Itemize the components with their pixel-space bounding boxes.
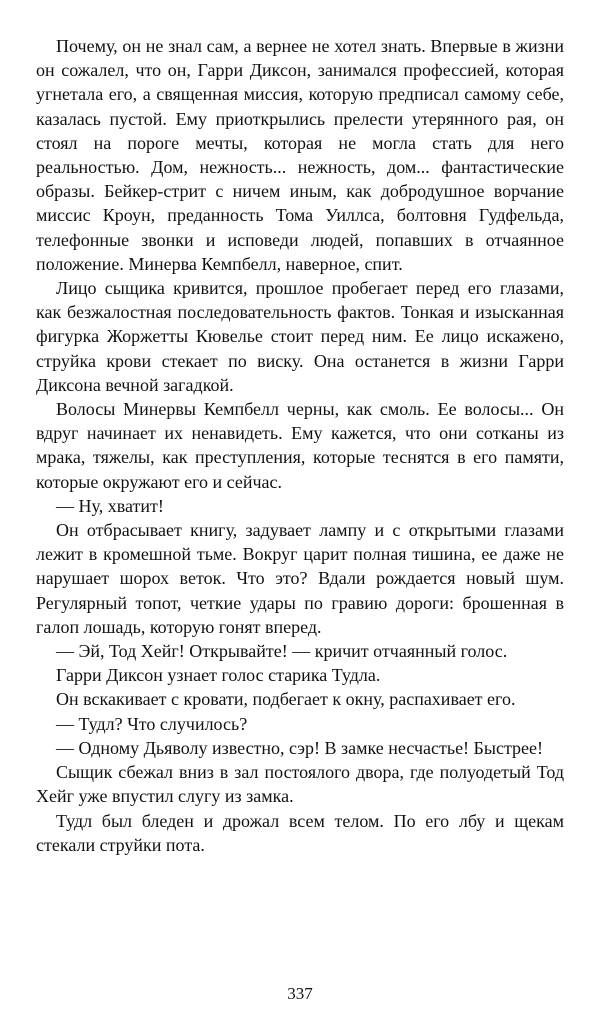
paragraph: Сыщик сбежал вниз в зал постоялого двора, где полуодетый Тод Хейг уже впустил слугу из замка. bbox=[36, 762, 564, 807]
dialogue-line: — Одному Дьяволу известно, сэр! В замке несчастье! Быстрее! bbox=[56, 737, 544, 758]
body-text bbox=[36, 34, 564, 857]
paragraph: Он отбрасывает книгу, задувает лампу и с открытыми глазами лежит в кромешной тьме. Вокруг царит полная тишина, ее даже не нарушает шорох веток. Что это? Вдали рождается новый шум. Регулярный топот, четкие удары по гравию дороги: брошенная в галоп лошадь, которую гонят вперед. bbox=[36, 520, 564, 637]
paragraph: Он вскакивает с кровати, подбегает к окну, распахивает его. bbox=[56, 689, 516, 710]
dialogue-line: — Тудл? Что случилось? bbox=[56, 713, 248, 734]
paragraph: Гарри Диксон узнает голос старика Тудла. bbox=[56, 665, 381, 686]
dialogue-line: — Эй, Тод Хейг! Открывайте! — кричит отчаянный голос. bbox=[56, 641, 508, 662]
paragraph: Тудл был бледен и дрожал всем телом. По его лбу и щекам стекали струйки пота. bbox=[36, 810, 564, 855]
paragraph: Почему, он не знал сам, а вернее не хотел знать. Впервые в жизни он сожалел, что он, Гарри Диксон, занимался профессией, которая угнетала его, а священная миссия, которую предписал самому себе, казалась пустой. Ему приоткрылись прелести утерянного рая, он стоял на пороге мечты, которая не могла стать для него реальностью. Дом, нежность... нежность, дом... фантастические образы. Бейкер-стрит с ничем иным, как добродушное ворчание миссис Кроун, преданность Тома Уиллса, болтовня Гудфельда, телефонные звонки и исповеди людей, попавших в отчаянное положение. Минерва Кемпбелл, наверное, спит. bbox=[36, 36, 564, 274]
paragraph: Волосы Минервы Кемпбелл черны, как смоль. Ее волосы... Он вдруг начинает их ненавидеть. Ему кажется, что они сотканы из мрака, тяжелы, как преступления, которые теснятся в его памяти, которые окружают его и сейчас. bbox=[36, 399, 564, 492]
paragraph: Лицо сыщика кривится, прошлое пробегает перед его глазами, как безжалостная последовательность фактов. Тонкая и изысканная фигурка Жоржетты Кювелье стоит перед ним. Ее лицо искажено, струйка крови стекает по виску. Она останется в жизни Гарри Диксона вечной загадкой. bbox=[36, 278, 564, 395]
page-number: 337 bbox=[287, 984, 313, 1003]
dialogue-line: — Ну, хватит! bbox=[56, 495, 164, 516]
